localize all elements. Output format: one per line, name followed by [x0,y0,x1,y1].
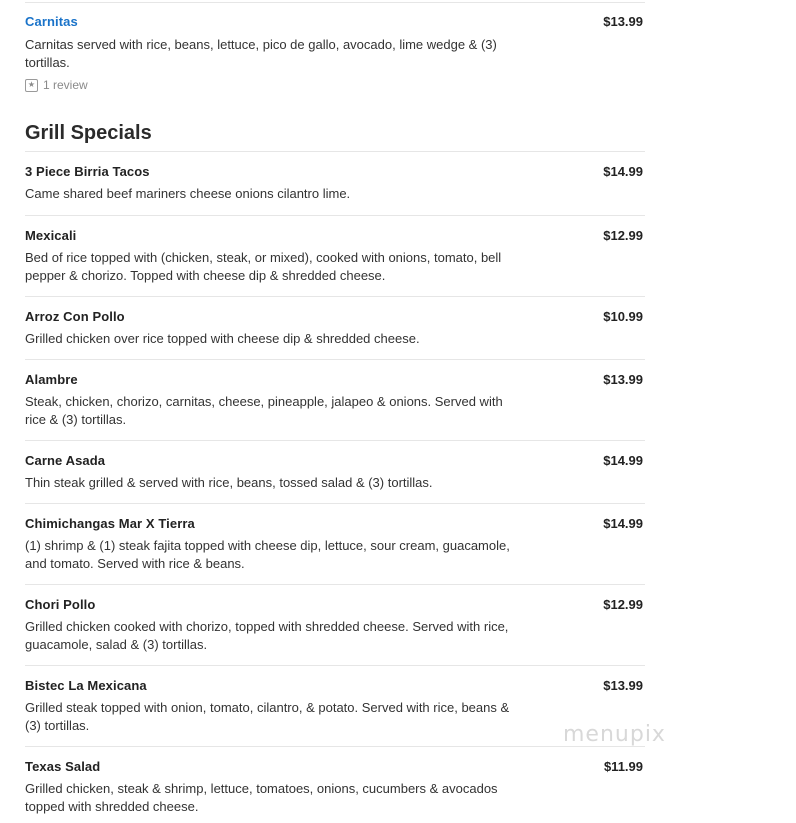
item-price: $14.99 [603,164,643,179]
menu-item [25,297,645,360]
item-description: Carnitas served with rice, beans, lettuce, pico de gallo, avocado, lime wedge & (3) tortillas. [25,37,497,70]
item-description: Came shared beef mariners cheese onions cilantro lime. [25,186,351,201]
item-description: Grilled steak topped with onion, tomato, cilantro, & potato. Served with rice, beans & (3) tortillas. [25,700,510,733]
item-description: Grilled chicken, steak & shrimp, lettuce, tomatoes, onions, cucumbers & avocados topped with shredded cheese. [25,781,498,814]
item-price: $13.99 [603,372,643,387]
item-name: Chimichangas Mar X Tierra [25,516,195,531]
item-header-row [25,678,645,693]
menu-item [25,152,645,216]
item-name: Arroz Con Pollo [25,309,125,324]
watermark-logo: menupix [563,722,666,747]
review-link[interactable] [25,78,645,92]
item-name: Bistec La Mexicana [25,678,147,693]
item-header-row [25,759,645,774]
item-description: Grilled chicken over rice topped with cheese dip & shredded cheese. [25,331,420,346]
section-header [25,96,645,152]
item-price: $12.99 [603,597,643,612]
menu-list [25,0,645,823]
item-description: Bed of rice topped with (chicken, steak, or mixed), cooked with onions, tomato, bell pepper & chorizo. Topped with cheese dip & shredded cheese. [25,250,502,283]
item-header-row [25,164,645,179]
menu-item [25,216,645,297]
item-description: (1) shrimp & (1) steak fajita topped with cheese dip, lettuce, sour cream, guacamole, and tomato. Served with rice & beans. [25,538,510,571]
item-header-row [25,516,645,531]
menu-item [25,585,645,666]
menu-item [25,441,645,504]
item-header-row [25,597,645,612]
star-icon: ★ [25,79,38,92]
item-name: Carne Asada [25,453,106,468]
item-name: Chori Pollo [25,597,96,612]
item-name-link[interactable]: Carnitas [25,14,78,29]
item-description: Steak, chicken, chorizo, carnitas, cheese, pineapple, jalapeo & onions. Served with rice & (3) tortillas. [25,394,503,427]
menu-item [25,504,645,585]
item-header-row [25,372,645,387]
item-name: Texas Salad [25,759,101,774]
menu-item-carnitas [25,3,645,96]
item-description: Thin steak grilled & served with rice, beans, tossed salad & (3) tortillas. [25,475,433,490]
item-header-row [25,453,645,468]
item-price: $10.99 [603,309,643,324]
item-name: Alambre [25,372,78,387]
item-price: $14.99 [603,453,643,468]
item-name: 3 Piece Birria Tacos [25,164,150,179]
item-header-row [25,14,645,29]
menu-item [25,666,645,747]
item-header-row [25,309,645,324]
item-price: $12.99 [603,228,643,243]
item-header-row [25,228,645,243]
menu-item [25,360,645,441]
item-price: $11.99 [603,759,643,774]
item-price: $14.99 [603,516,643,531]
item-price: $13.99 [603,678,643,693]
menu-item [25,747,645,823]
section-title: Grill Specials [25,122,152,144]
item-price: $13.99 [603,14,643,29]
item-description: Grilled chicken cooked with chorizo, topped with shredded cheese. Served with rice, guacamole, salad & (3) tortillas. [25,619,509,652]
review-count: 1 review [43,78,88,92]
item-name: Mexicali [25,228,77,243]
